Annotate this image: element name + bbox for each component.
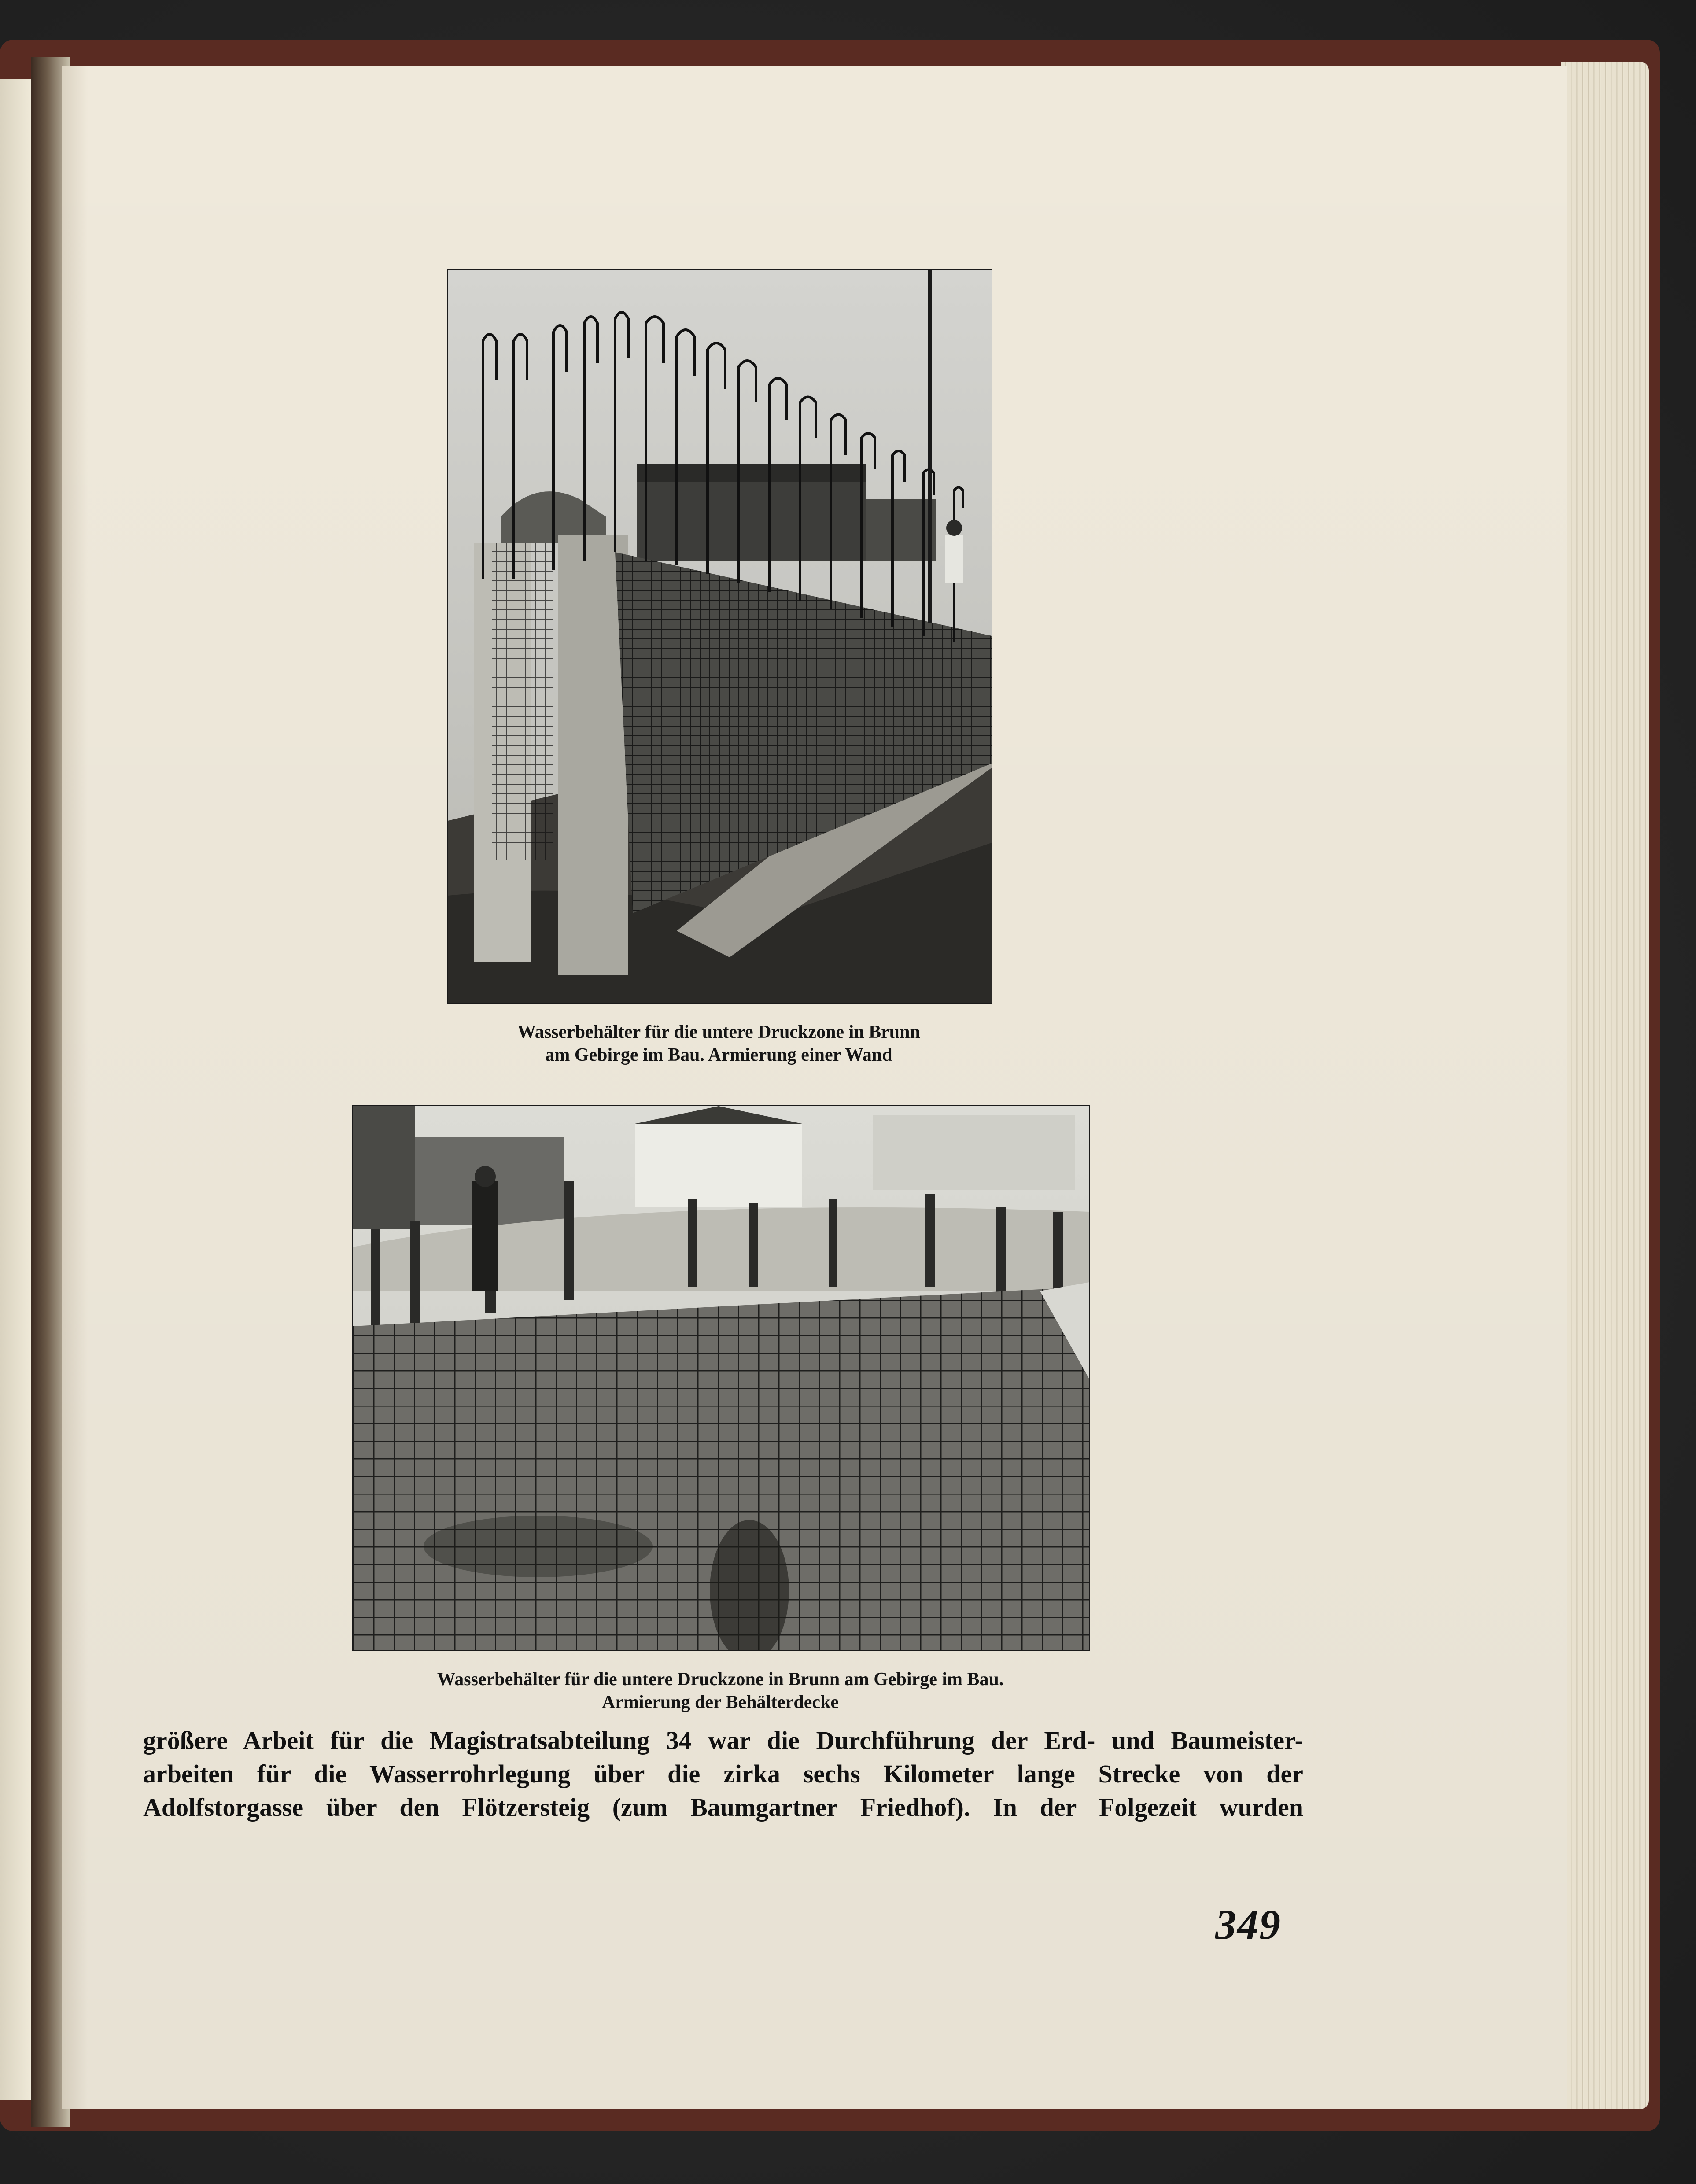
- figure-1-caption-line-2: am Gebirge im Bau. Armierung einer Wand: [545, 1045, 892, 1065]
- page-number: 349: [1215, 1901, 1281, 1948]
- body-text-line-1: größere Arbeit für die Magistratsabteilung 34 war die Durchführung der Erd- und Baumeister-: [143, 1726, 1303, 1755]
- figure-2-caption-line-1: Wasserbehälter für die untere Druckzone in Brunn am Gebirge im Bau.: [437, 1669, 1004, 1690]
- photo-wall-reinforcement-image: [448, 270, 992, 1003]
- photo-roof-reinforcement-image: [353, 1106, 1089, 1650]
- body-text-line-3: Adolfstorgasse über den Flötzersteig (zum Baumgartner Friedhof). In der Folgezeit wurden: [143, 1793, 1303, 1822]
- body-text-line-2: arbeiten für die Wasserrohrlegung über die zirka sechs Kilometer lange Strecke von der: [143, 1760, 1303, 1788]
- photo-roof-reinforcement: [352, 1105, 1090, 1651]
- figure-1-caption-line-1: Wasserbehälter für die untere Druckzone in Brunn: [517, 1022, 920, 1042]
- figure-1-caption: [447, 1021, 991, 1066]
- body-text: [143, 1724, 1303, 1824]
- left-page-edge: [0, 79, 31, 2100]
- figure-2-caption: [335, 1668, 1106, 1714]
- figure-2-caption-line-2: Armierung der Behälterdecke: [601, 1692, 839, 1712]
- photo-wall-reinforcement: [447, 269, 992, 1004]
- page-stack-edges: [1561, 62, 1649, 2109]
